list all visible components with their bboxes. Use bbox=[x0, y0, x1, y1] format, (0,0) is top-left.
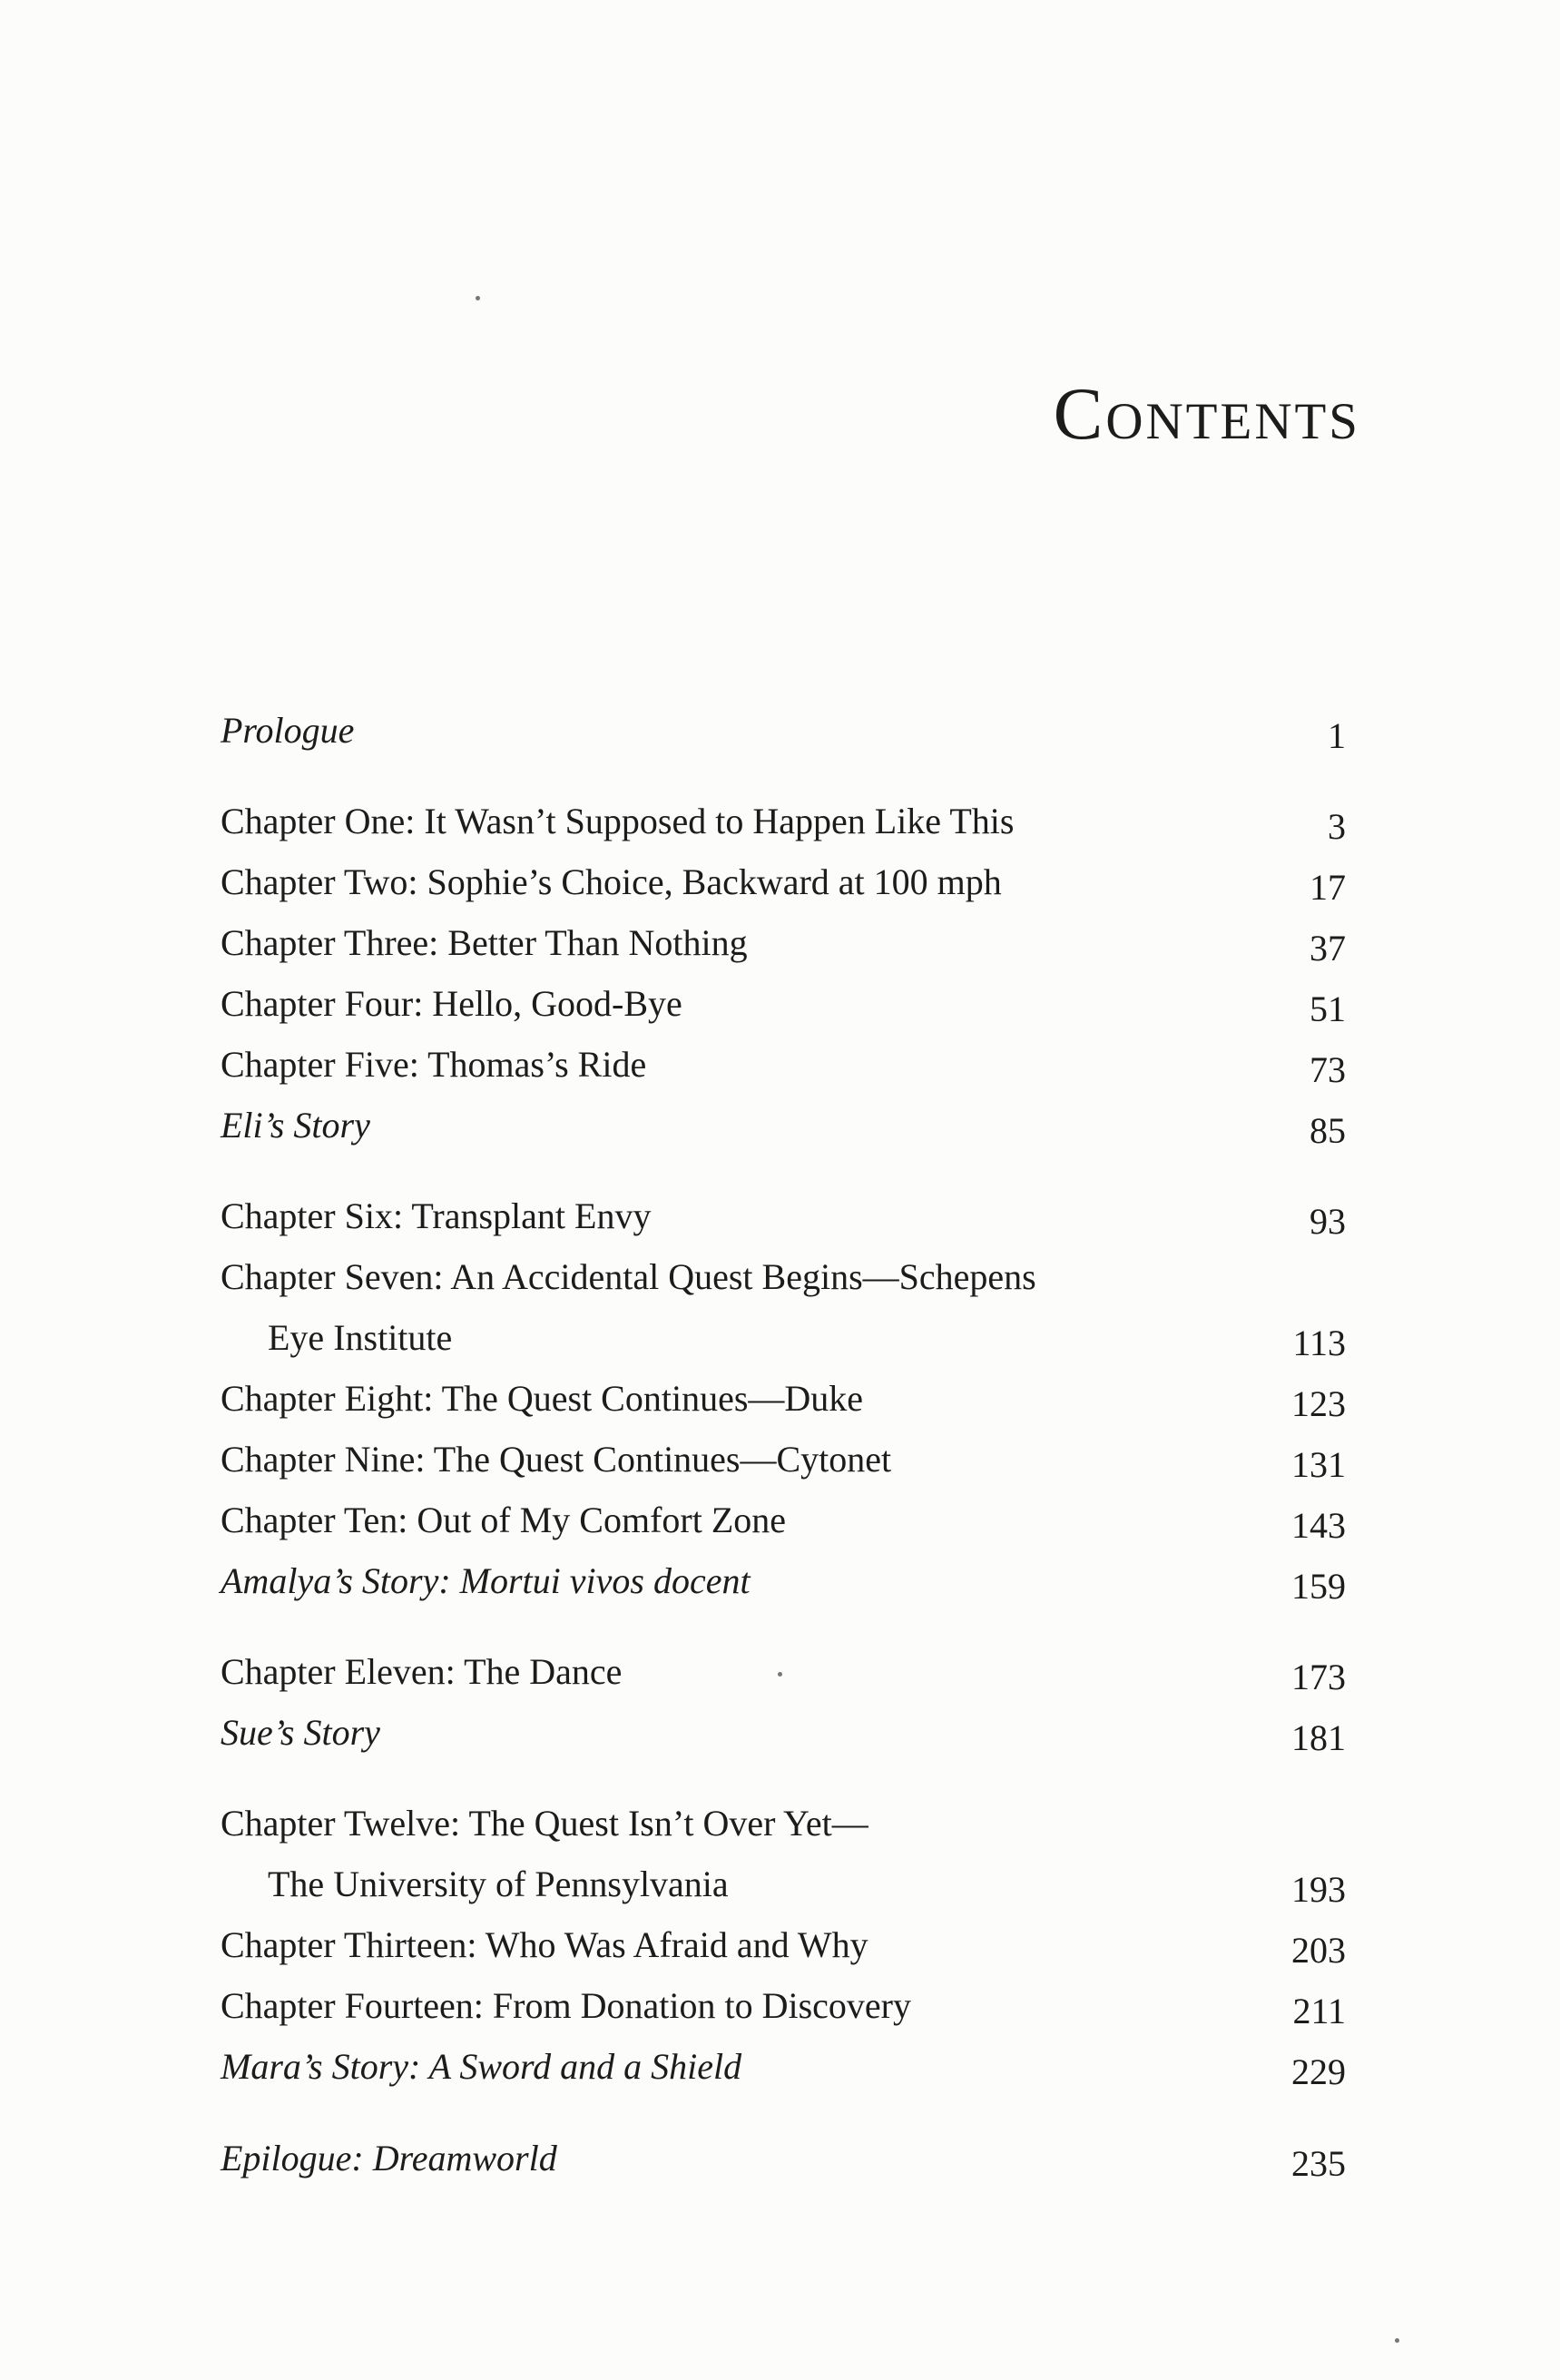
scan-speck bbox=[1395, 2338, 1399, 2343]
toc-entry-elis-story[interactable] bbox=[221, 1098, 1346, 1153]
toc-entry-chapter-six[interactable] bbox=[221, 1189, 1346, 1244]
page-title: Contents bbox=[1053, 372, 1360, 455]
toc-entry-title: Chapter Thirteen: Who Was Afraid and Why bbox=[221, 1924, 868, 1965]
toc-entry-page: 211 bbox=[1292, 1991, 1346, 2031]
toc-entry-title: Eye Institute bbox=[268, 1317, 453, 1358]
toc-entry-page: 1 bbox=[1328, 715, 1346, 756]
toc-entry-title: Chapter Two: Sophie’s Choice, Backward at 100 mph bbox=[221, 861, 1002, 902]
toc-entry-page: 113 bbox=[1292, 1323, 1346, 1363]
toc-entry-maras-story[interactable] bbox=[221, 2040, 1346, 2094]
scan-speck bbox=[778, 1672, 782, 1677]
toc-entry-chapter-five[interactable] bbox=[221, 1038, 1346, 1092]
toc-entry-title: Prologue bbox=[221, 710, 355, 751]
toc-entry-prologue[interactable] bbox=[221, 703, 1346, 758]
toc-entry-epilogue[interactable] bbox=[221, 2131, 1346, 2186]
toc-entry-chapter-nine[interactable] bbox=[221, 1432, 1346, 1487]
toc-entry-title: Chapter Ten: Out of My Comfort Zone bbox=[221, 1500, 787, 1540]
toc-entry-chapter-one[interactable] bbox=[221, 794, 1346, 849]
toc-entry-title: The University of Pennsylvania bbox=[268, 1864, 729, 1904]
toc-entry-page: 181 bbox=[1291, 1717, 1346, 1758]
scan-speck bbox=[476, 296, 480, 300]
toc-entry-chapter-fourteen[interactable] bbox=[221, 1979, 1346, 2033]
toc-entry-chapter-twelve[interactable] bbox=[221, 1796, 1346, 1851]
toc-entry-title: Chapter Five: Thomas’s Ride bbox=[221, 1044, 647, 1085]
toc-entry-title: Mara’s Story: A Sword and a Shield bbox=[221, 2046, 742, 2087]
toc-entry-chapter-seven-continued[interactable] bbox=[221, 1311, 1346, 1365]
toc-entry-title: Sue’s Story bbox=[221, 1712, 380, 1753]
toc-entry-page: 123 bbox=[1291, 1383, 1346, 1424]
toc-entry-chapter-twelve-continued[interactable] bbox=[221, 1857, 1346, 1912]
toc-entry-chapter-four[interactable] bbox=[221, 977, 1346, 1031]
toc-entry-sues-story[interactable] bbox=[221, 1706, 1346, 1760]
toc-entry-title: Epilogue: Dreamworld bbox=[221, 2138, 557, 2178]
toc-entry-title: Amalya’s Story: Mortui vivos docent bbox=[221, 1560, 751, 1601]
toc-entry-page: 37 bbox=[1310, 928, 1346, 969]
toc-entry-title: Chapter Nine: The Quest Continues—Cytonet bbox=[221, 1439, 892, 1480]
toc-entry-title: Chapter Six: Transplant Envy bbox=[221, 1195, 652, 1236]
toc-entry-chapter-ten[interactable] bbox=[221, 1493, 1346, 1548]
toc-entry-page: 235 bbox=[1291, 2143, 1346, 2184]
toc-entry-title: Chapter Twelve: The Quest Isn’t Over Yet— bbox=[221, 1803, 868, 1844]
toc-entry-chapter-seven[interactable] bbox=[221, 1250, 1346, 1304]
toc-entry-page: 51 bbox=[1310, 988, 1346, 1029]
toc-entry-title: Chapter Fourteen: From Donation to Discovery bbox=[221, 1985, 911, 2026]
toc-entry-page: 173 bbox=[1291, 1657, 1346, 1697]
toc-entry-page: 93 bbox=[1310, 1201, 1346, 1242]
toc-entry-page: 159 bbox=[1291, 1566, 1346, 1607]
toc-entry-chapter-eleven[interactable] bbox=[221, 1645, 1346, 1699]
toc-entry-page: 229 bbox=[1291, 2051, 1346, 2092]
toc-entry-title: Chapter Eight: The Quest Continues—Duke bbox=[221, 1378, 864, 1419]
toc-entry-page: 73 bbox=[1310, 1049, 1346, 1090]
toc-entry-chapter-three[interactable] bbox=[221, 916, 1346, 970]
toc-entry-title: Chapter One: It Wasn’t Supposed to Happen Like This bbox=[221, 801, 1015, 841]
toc-entry-title: Chapter Eleven: The Dance bbox=[221, 1651, 623, 1692]
toc-entry-page: 131 bbox=[1291, 1444, 1346, 1485]
toc-entry-chapter-two[interactable] bbox=[221, 855, 1346, 910]
toc-entry-chapter-eight[interactable] bbox=[221, 1372, 1346, 1426]
toc-entry-page: 17 bbox=[1310, 867, 1346, 908]
toc-entry-chapter-thirteen[interactable] bbox=[221, 1918, 1346, 1972]
toc-entry-title: Chapter Three: Better Than Nothing bbox=[221, 922, 748, 963]
toc-entry-page: 3 bbox=[1328, 806, 1346, 847]
toc-entry-title: Chapter Four: Hello, Good-Bye bbox=[221, 983, 682, 1024]
toc-entry-page: 193 bbox=[1291, 1869, 1346, 1910]
toc-entry-title: Chapter Seven: An Accidental Quest Begins—Schepens bbox=[221, 1256, 1036, 1297]
toc-entry-amalyas-story[interactable] bbox=[221, 1554, 1346, 1608]
toc-entry-title: Eli’s Story bbox=[221, 1105, 370, 1146]
toc-entry-page: 203 bbox=[1291, 1930, 1346, 1971]
toc-entry-page: 143 bbox=[1291, 1505, 1346, 1546]
toc-entry-page: 85 bbox=[1310, 1110, 1346, 1151]
